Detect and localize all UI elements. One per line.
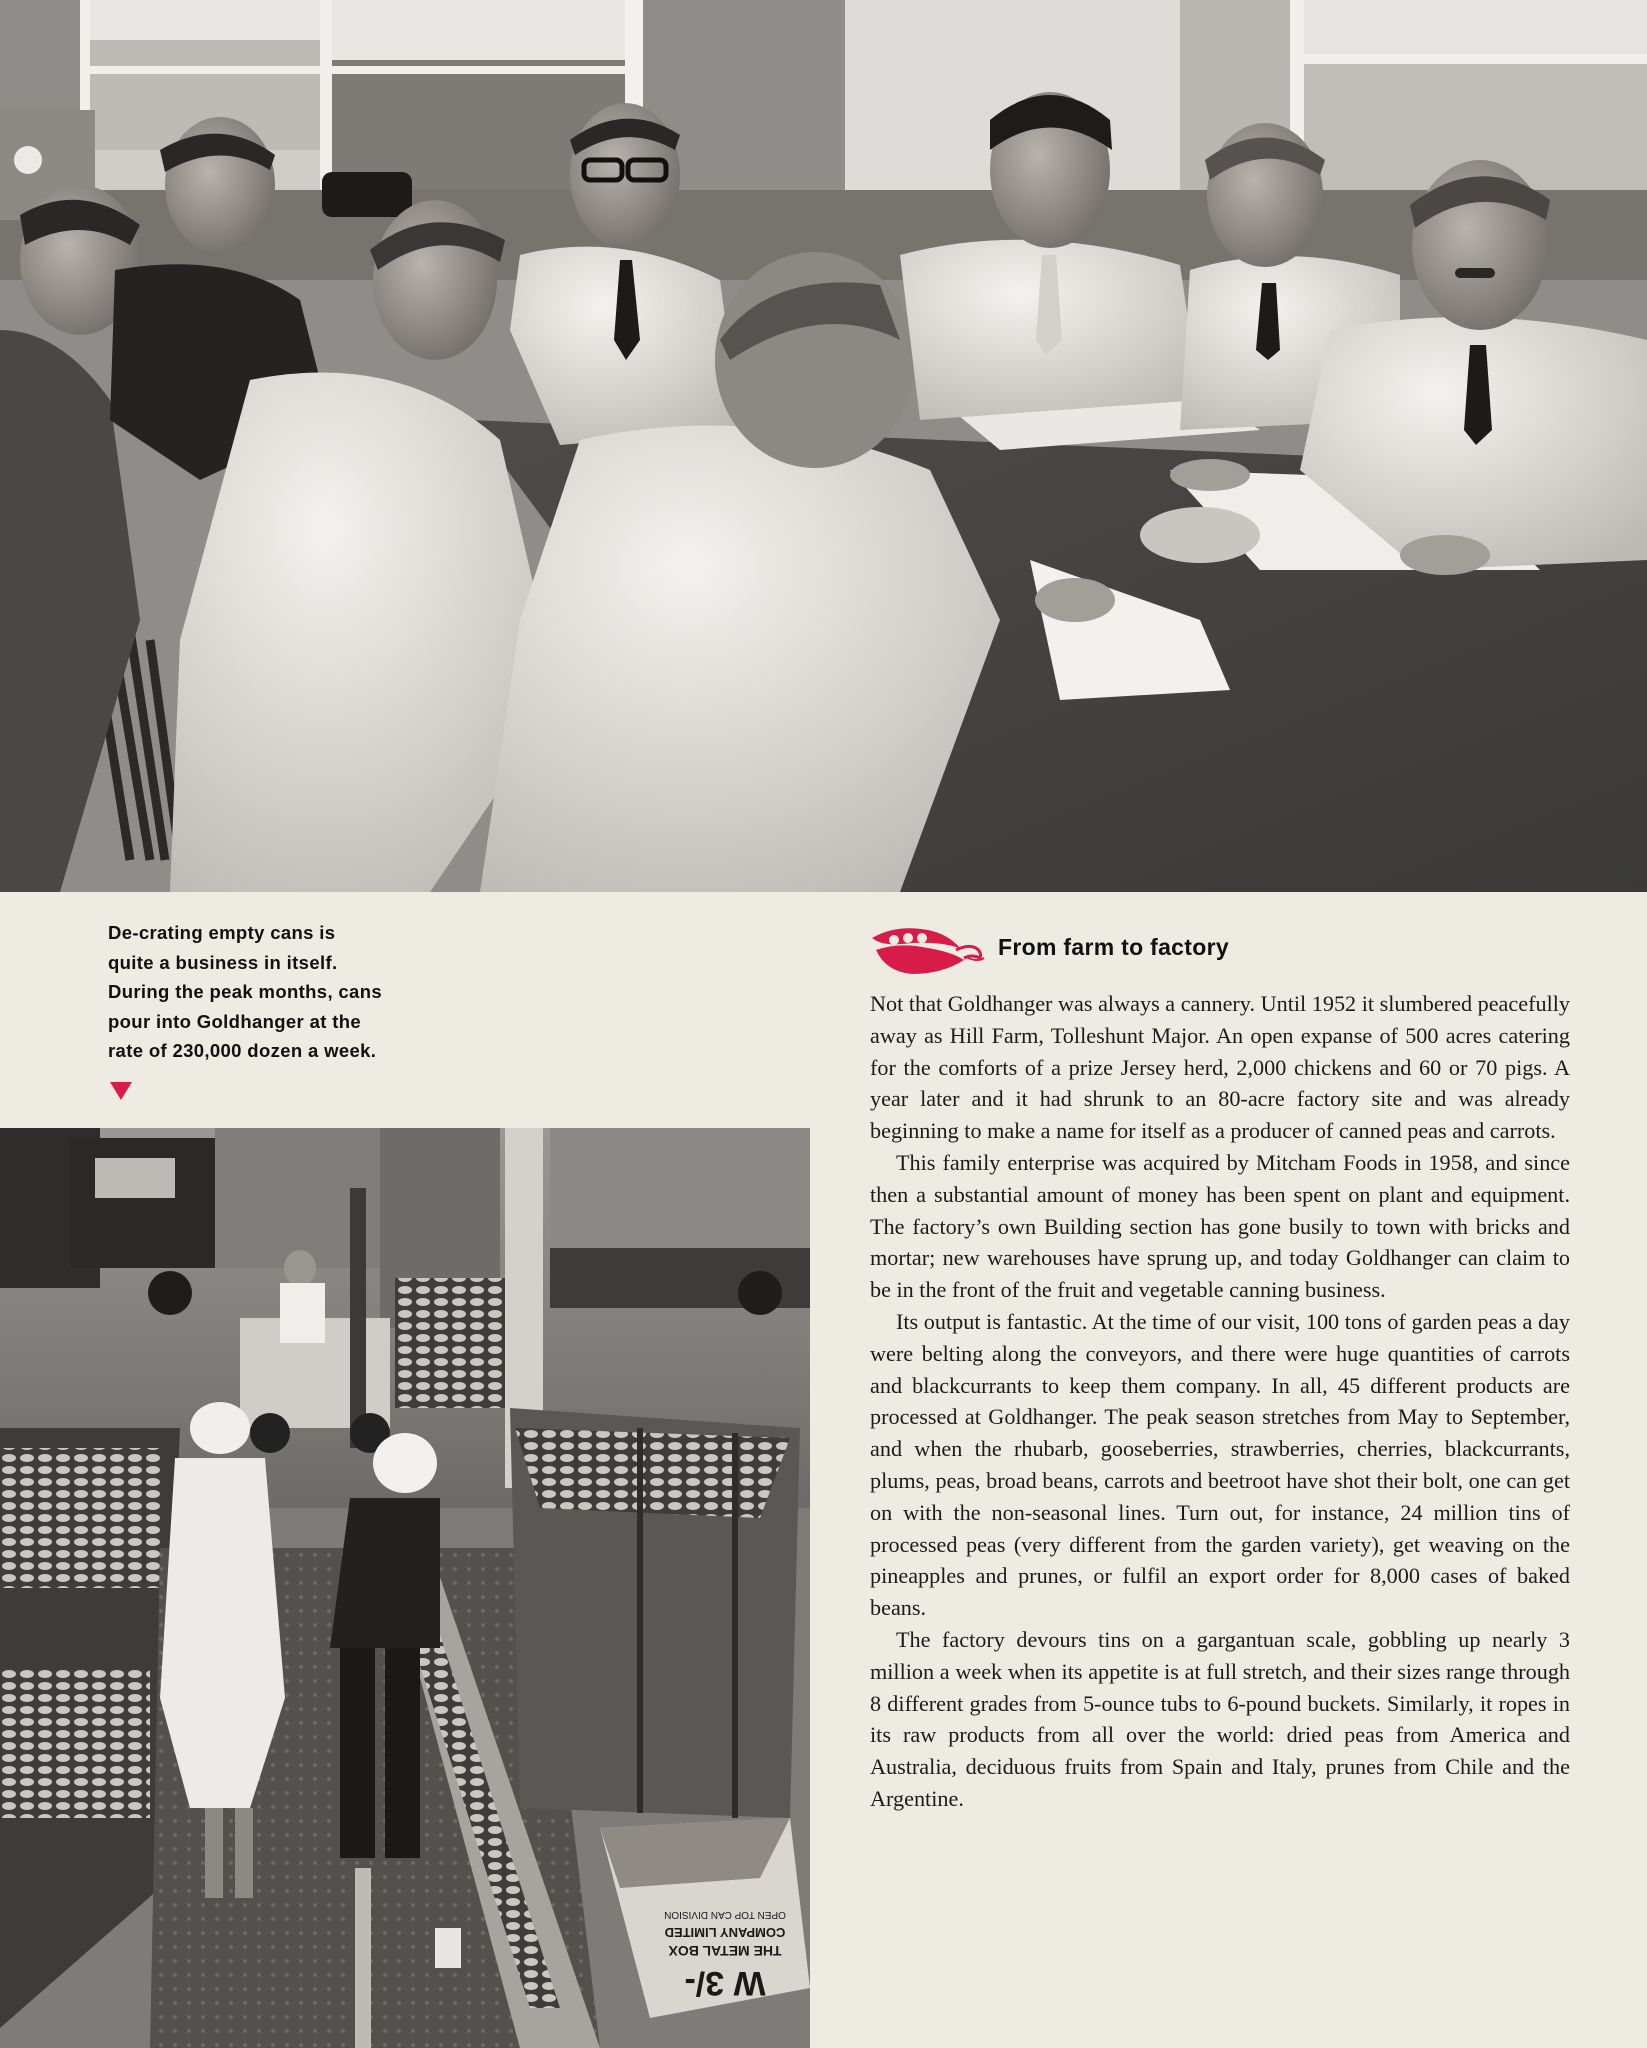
paragraph: Its output is fantastic. At the time of our visit, 100 tons of garden peas a day were belting along the conveyors, and there were huge quantities of carrots and blackcurrants to keep them company. In all, 45 different products are processed at Goldhanger. The peak season stretches from May to September, and when the rhubarb, gooseberries, strawberries, cherries, blackcurrants, plums, peas, broad beans, carrots and beetroot have shot their bolt, one can get on with the non-seasonal lines. Turn out, for instance, 24 million tins of processed peas (very different from the garden variety), get weaving on the pineapples and prunes, or fulfil an export order for 8,000 cases of baked beans.	[870, 1308, 1570, 1621]
box-price-label: W 3/-	[684, 1964, 766, 2002]
paragraph: The factory devours tins on a gargantuan scale, gobbling up nearly 3 million a week when its appetite is at full stretch, and their sizes range through 8 different grades from 5-ounce tubs to 6-pound buckets. Similarly, it ropes in its raw products from all over the world: dried peas from America and Australia, deciduous fruits from Spain and Italy, prunes from Chile and the Argentine.	[870, 1626, 1570, 1811]
meeting-photo-image	[0, 0, 1647, 892]
photo-caption	[108, 918, 448, 1066]
box-label-line: COMPANY LIMITED	[664, 1925, 786, 1940]
caption-line: During the peak months, cans	[108, 981, 382, 1002]
caption-pointer-triangle-icon	[108, 1080, 134, 1102]
article-body	[870, 988, 1570, 1815]
box-label-line: THE METAL BOX	[668, 1943, 782, 1959]
caption-line: rate of 230,000 dozen a week.	[108, 1040, 377, 1061]
section-title: From farm to factory	[998, 934, 1229, 960]
paragraph: This family enterprise was acquired by Mitcham Foods in 1958, and since then a substantial amount of money has been spent on plant and equipment. The factory’s own Building section has gone busily to town with bricks and mortar; new warehouses have sprung up, and today Goldhanger can claim to be in the front of the fruit and vegetable canning business.	[870, 1149, 1570, 1303]
box-label-line: OPEN TOP CAN DIVISION	[664, 1909, 786, 1920]
paragraph: Not that Goldhanger was always a cannery. Until 1952 it slumbered peacefully away as Hill Farm, Tolleshunt Major. An open expanse of 500 acres catering for the comforts of a prize Jersey herd, 2,000 chickens and 60 or 70 pigs. A year later and it had shrunk to an 80-acre factory site and was already beginning to make a name for itself as a producer of canned peas and carrots.	[870, 991, 1570, 1144]
cannery-photo	[0, 1128, 810, 2048]
cannery-photo-image	[0, 1128, 810, 2048]
section-heading	[868, 918, 1288, 978]
meeting-photo	[0, 0, 1647, 892]
caption-line: quite a business in itself.	[108, 951, 338, 973]
pea-pod-icon	[868, 918, 986, 978]
caption-line: De-crating empty cans is	[108, 922, 336, 943]
caption-line: pour into Goldhanger at the	[108, 1010, 362, 1032]
